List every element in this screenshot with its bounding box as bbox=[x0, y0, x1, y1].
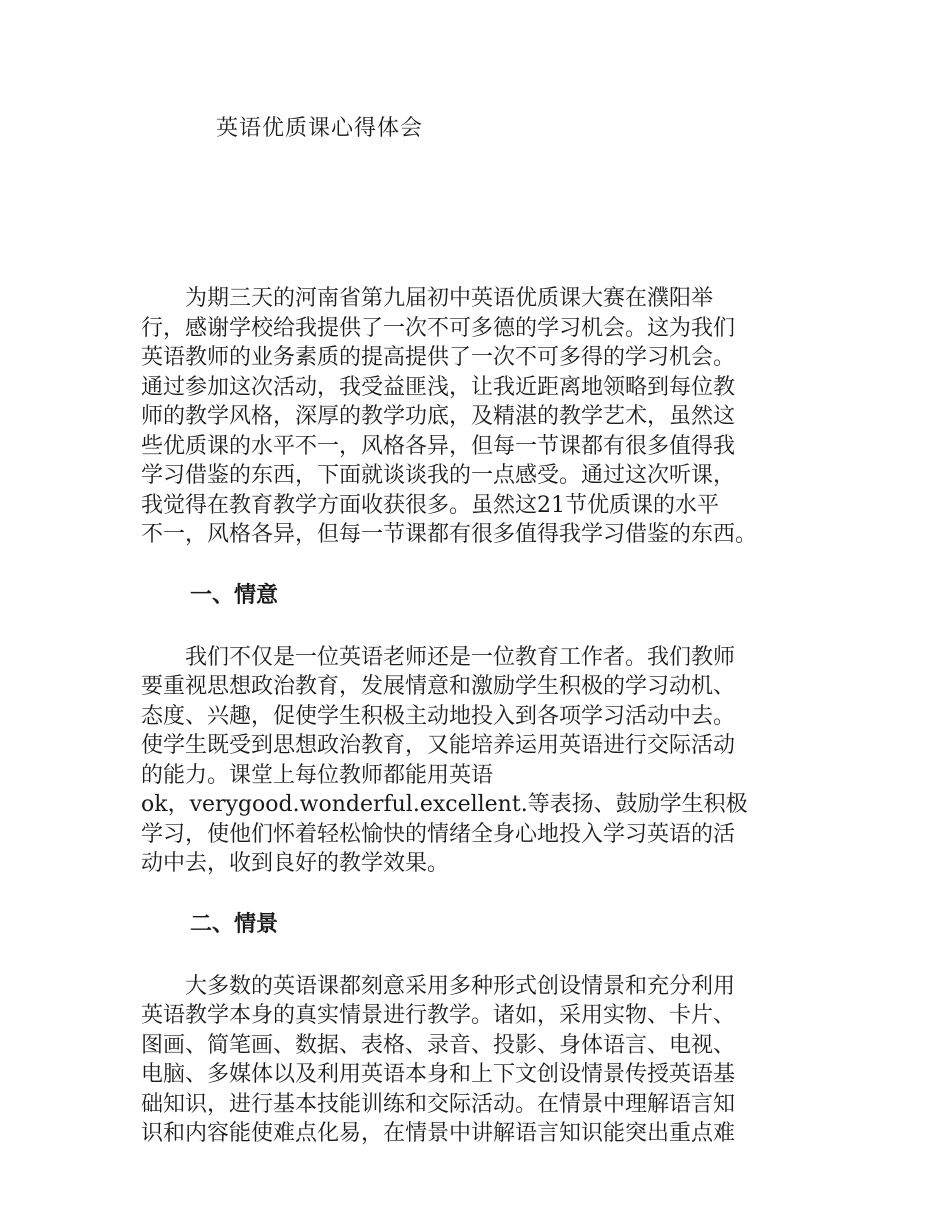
paragraph-line: 为期三天的河南省第九届初中英语优质课大赛在濮阳举 bbox=[141, 286, 714, 311]
paragraph-line: 英语教学本身的真实情景进行教学。诸如，采用实物、卡片、 bbox=[141, 1003, 736, 1028]
paragraph-line: 通过参加这次活动，我受益匪浅，让我近距离地领略到每位教 bbox=[141, 374, 736, 400]
paragraph-spacer bbox=[141, 550, 821, 580]
paragraph-line: 态度、兴趣，促使学生积极主动地投入到各项学习活动中去。 bbox=[141, 703, 736, 729]
intro-paragraph bbox=[141, 284, 821, 550]
paragraph-line: 电脑、多媒体以及利用英语本身和上下文创设情景传授英语基 bbox=[141, 1062, 736, 1087]
paragraph-line: 学习，使他们怀着轻松愉快的情绪全身心地投入学习英语的活 bbox=[141, 821, 736, 847]
paragraph-line: 不一，风格各异，但每一节课都有很多值得我学习借鉴的东西。 bbox=[141, 522, 758, 547]
section2-paragraph bbox=[141, 972, 821, 1149]
document-body bbox=[141, 284, 821, 1149]
paragraph-line: 英语教师的业务素质的提高提供了一次不可多得的学习机会。 bbox=[141, 345, 736, 370]
paragraph-line: 使学生既受到思想政治教育，又能培养运用英语进行交际活动 bbox=[141, 733, 736, 758]
paragraph-line: 我觉得在教育教学方面收获很多。虽然这21节优质课的水平 bbox=[141, 492, 719, 518]
paragraph-spacer bbox=[141, 879, 821, 909]
section-heading-qingyi: 一、情意 bbox=[190, 581, 279, 608]
paragraph-line: 要重视思想政治教育，发展情意和激励学生积极的学习动机、 bbox=[141, 674, 736, 699]
paragraph-line: 识和内容能使难点化易，在情景中讲解语言知识能突出重点难 bbox=[141, 1121, 736, 1146]
paragraph-line: 我们不仅是一位英语老师还是一位教育工作者。我们教师 bbox=[141, 644, 736, 670]
paragraph-line: 学习借鉴的东西，下面就谈谈我的一点感受。通过这次听课， bbox=[141, 463, 736, 488]
paragraph-line: 大多数的英语课都刻意采用多种形式创设情景和充分利用 bbox=[141, 973, 736, 999]
paragraph-line: 图画、简笔画、数据、表格、录音、投影、身体语言、电视、 bbox=[141, 1032, 736, 1058]
paragraph-line: ok，verygood.wonderful.excellent.等表扬、鼓励学生积极 bbox=[141, 792, 748, 817]
section1-paragraph bbox=[141, 643, 821, 879]
paragraph-spacer bbox=[141, 610, 821, 643]
paragraph-line: 师的教学风格，深厚的教学功底，及精湛的教学艺术，虽然这 bbox=[141, 404, 736, 429]
paragraph-spacer bbox=[141, 939, 821, 972]
paragraph-line: 行，感谢学校给我提供了一次不可多德的学习机会。这为我们 bbox=[141, 315, 736, 341]
paragraph-line: 动中去，收到良好的教学效果。 bbox=[141, 851, 450, 876]
paragraph-line: 的能力。课堂上每位教师都能用英语 bbox=[141, 762, 494, 788]
page-title: 英语优质课心得体会 bbox=[216, 116, 424, 141]
paragraph-line: 些优质课的水平不一，风格各异，但每一节课都有很多值得我 bbox=[141, 433, 736, 459]
section-heading-qingjing: 二、情景 bbox=[190, 910, 279, 937]
paragraph-line: 础知识，进行基本技能训练和交际活动。在情景中理解语言知 bbox=[141, 1091, 736, 1117]
